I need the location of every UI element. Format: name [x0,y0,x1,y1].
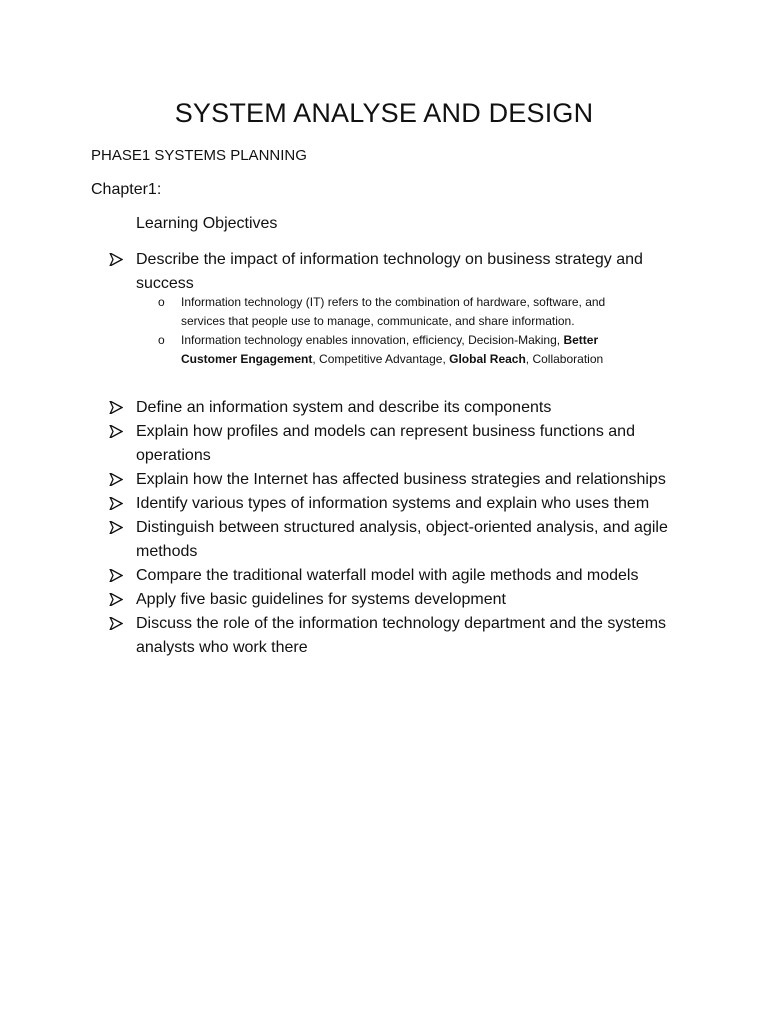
arrowhead-bullet-icon [109,588,127,612]
circle-bullet-icon: o [158,333,165,347]
objective-text: Explain how profiles and models can represent business functions and operations [136,423,635,464]
arrowhead-bullet-icon [109,468,127,492]
arrowhead-bullet-icon [109,396,127,420]
objective-text: Explain how the Internet has affected business strategies and relationships [136,471,666,488]
phase-heading: PHASE1 SYSTEMS PLANNING [91,147,307,164]
objectives-list-first [0,248,681,296]
sub-point-text: Information technology (IT) refers to the combination of hardware, software, and services that people use to manage, communicate, and share information. [181,295,606,328]
sub-point-text: Information technology enables innovation, efficiency, Decision-Making, [181,333,564,347]
list-item [0,468,681,492]
objective-text: Distinguish between structured analysis, object-oriented analysis, and agile methods [136,519,668,560]
arrowhead-bullet-icon [109,492,127,516]
objective-text: Apply five basic guidelines for systems development [136,591,506,608]
list-item [0,612,681,660]
list-item [0,588,681,612]
list-item [0,492,681,516]
arrowhead-bullet-icon [109,612,127,636]
document-title: SYSTEM ANALYSE AND DESIGN [174,98,594,128]
sub-point [0,331,651,369]
list-item [0,564,681,588]
list-item [0,396,681,420]
sub-point [0,293,651,331]
list-item [0,420,681,468]
objective-text: Compare the traditional waterfall model with agile methods and models [136,567,639,584]
learning-objectives-heading: Learning Objectives [136,215,278,232]
objective-text: Describe the impact of information technology on business strategy and success [136,251,643,292]
circle-bullet-icon: o [158,295,165,309]
objective-text: Define an information system and describe its components [136,399,552,416]
list-item [0,516,681,564]
bold-phrase: Global Reach [449,352,526,366]
list-item [0,248,681,296]
sub-point-text: , Competitive Advantage, [312,352,450,366]
chapter-heading: Chapter1: [91,181,162,198]
objectives-list-rest [0,396,681,660]
arrowhead-bullet-icon [109,420,127,444]
arrowhead-bullet-icon [109,564,127,588]
objective-text: Identify various types of information systems and explain who uses them [136,495,650,512]
arrowhead-bullet-icon [109,516,127,540]
arrowhead-bullet-icon [109,248,127,272]
sub-point-text: , Collaboration [525,352,604,366]
objective-text: Discuss the role of the information technology department and the systems analysts who work there [136,615,667,656]
sub-points-list [0,293,651,369]
bold-phrase: Better Customer Engagement [181,333,599,366]
